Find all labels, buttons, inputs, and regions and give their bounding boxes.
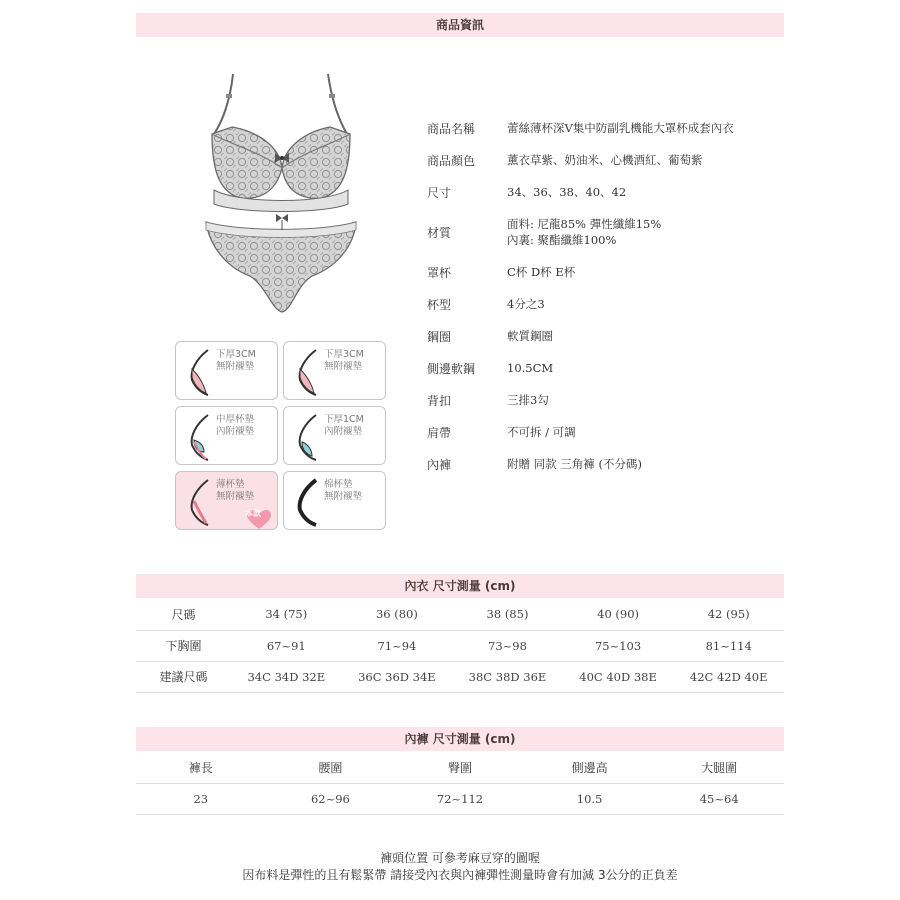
pad-option-card <box>175 406 278 465</box>
table-cell: 45~64 <box>654 783 784 814</box>
table-cell: 40 (90) <box>563 599 674 630</box>
table-cell: 23 <box>136 783 266 814</box>
table-cell: 38C 38D 36E <box>452 661 563 692</box>
column-header: 側邊高 <box>525 752 655 783</box>
pad-option-label: 下厚3CM 無附襯墊 <box>216 349 256 372</box>
pad-option-card <box>283 341 386 400</box>
row-header: 下胸圍 <box>136 630 231 661</box>
cup-profile-icon <box>290 477 324 527</box>
pad-option-label: 薄杯墊 無附襯墊 <box>216 479 255 502</box>
spec-value: 附贈 同款 三角褲 (不分碼) <box>507 457 642 471</box>
spec-label: 內褲 <box>427 458 452 472</box>
spec-value: 不可拆 / 可調 <box>507 425 576 439</box>
cup-profile-icon <box>290 347 324 397</box>
table-cell: 73~98 <box>452 630 563 661</box>
spec-label: 商品名稱 <box>427 122 476 136</box>
spec-value: C杯 D杯 E杯 <box>507 265 576 279</box>
product-illustration <box>200 72 370 322</box>
column-header: 大腿圍 <box>654 752 784 783</box>
table-cell: 81~114 <box>673 630 784 661</box>
spec-label: 側邊軟鋼 <box>427 362 476 376</box>
spec-value: 面料: 尼龍85% 彈性纖維15% 內裏: 聚酯纖維100% <box>507 217 662 247</box>
spec-value: 蕾絲薄杯深V集中防副乳機能大罩杯成套內衣 <box>507 121 734 135</box>
table-cell: 10.5 <box>525 783 655 814</box>
panty-size-table-title: 內褲 尺寸測量 (cm) <box>136 727 784 751</box>
footer-note-tolerance: 因布料是彈性的且有鬆緊帶 請接受內衣與內褲彈性測量時會有加減 3公分的正負差 <box>242 868 678 882</box>
table-cell: 42 (95) <box>673 599 784 630</box>
table-header-row <box>136 752 784 783</box>
table-cell: 36C 36D 34E <box>342 661 453 692</box>
cup-profile-icon <box>182 347 216 397</box>
spec-label: 商品顏色 <box>427 154 476 168</box>
pad-option-label: 中厚杯墊 內附襯墊 <box>216 414 255 437</box>
table-cell: 38 (85) <box>452 599 563 630</box>
pad-option-label: 下厚1CM 內附襯墊 <box>324 414 364 437</box>
spec-label: 肩帶 <box>427 426 452 440</box>
pad-option-label: 下厚3CM 無附襯墊 <box>324 349 364 372</box>
table-cell: 34C 34D 32E <box>231 661 342 692</box>
table-cell: 72~112 <box>395 783 525 814</box>
spec-label: 杯型 <box>427 298 452 312</box>
table-cell: 42C 42D 40E <box>673 661 784 692</box>
product-info-header: 商品資訊 <box>136 13 784 37</box>
table-cell: 36 (80) <box>342 599 453 630</box>
pad-option-card <box>283 406 386 465</box>
table-cell: 71~94 <box>342 630 453 661</box>
table-cell: 34 (75) <box>231 599 342 630</box>
heart-badge-icon <box>241 505 265 523</box>
spec-value: 4分之3 <box>507 297 545 311</box>
table-row <box>136 783 784 814</box>
bra-size-table-title: 內衣 尺寸測量 (cm) <box>136 574 784 598</box>
table-row <box>136 661 784 692</box>
pad-option-card <box>175 341 278 400</box>
table-row <box>136 599 784 630</box>
table-cell: 67~91 <box>231 630 342 661</box>
spec-label: 鋼圈 <box>427 330 452 344</box>
cup-profile-icon <box>182 477 216 527</box>
row-header: 建議尺碼 <box>136 661 231 692</box>
spec-value: 薰衣草紫、奶油米、心機酒紅、葡萄紫 <box>507 153 703 167</box>
table-cell: 40C 40D 38E <box>563 661 674 692</box>
spec-label: 罩杯 <box>427 266 452 280</box>
panty-size-table <box>136 752 784 815</box>
column-header: 腰圍 <box>266 752 396 783</box>
footer-note-waistband: 褲頭位置 可參考麻豆穿的圖喔 <box>380 851 540 865</box>
pad-option-label: 棉杯墊 無附襯墊 <box>324 479 363 502</box>
spec-label: 材質 <box>427 226 452 240</box>
cup-profile-icon <box>290 412 324 462</box>
spec-value: 三排3勾 <box>507 393 549 407</box>
column-header: 臀圍 <box>395 752 525 783</box>
row-header: 尺碼 <box>136 599 231 630</box>
pad-option-card <box>283 471 386 530</box>
spec-label: 尺寸 <box>427 186 452 200</box>
pad-option-card-selected <box>175 471 278 530</box>
current-style-tag: 本款 <box>245 509 261 518</box>
spec-label: 背扣 <box>427 394 452 408</box>
spec-value: 34、36、38、40、42 <box>507 185 627 199</box>
table-cell: 75~103 <box>563 630 674 661</box>
spec-value: 軟質鋼圈 <box>507 329 553 343</box>
spec-value: 10.5CM <box>507 361 554 375</box>
table-cell: 62~96 <box>266 783 396 814</box>
column-header: 褲長 <box>136 752 266 783</box>
bra-size-table <box>136 599 784 693</box>
cup-profile-icon <box>182 412 216 462</box>
table-row <box>136 630 784 661</box>
